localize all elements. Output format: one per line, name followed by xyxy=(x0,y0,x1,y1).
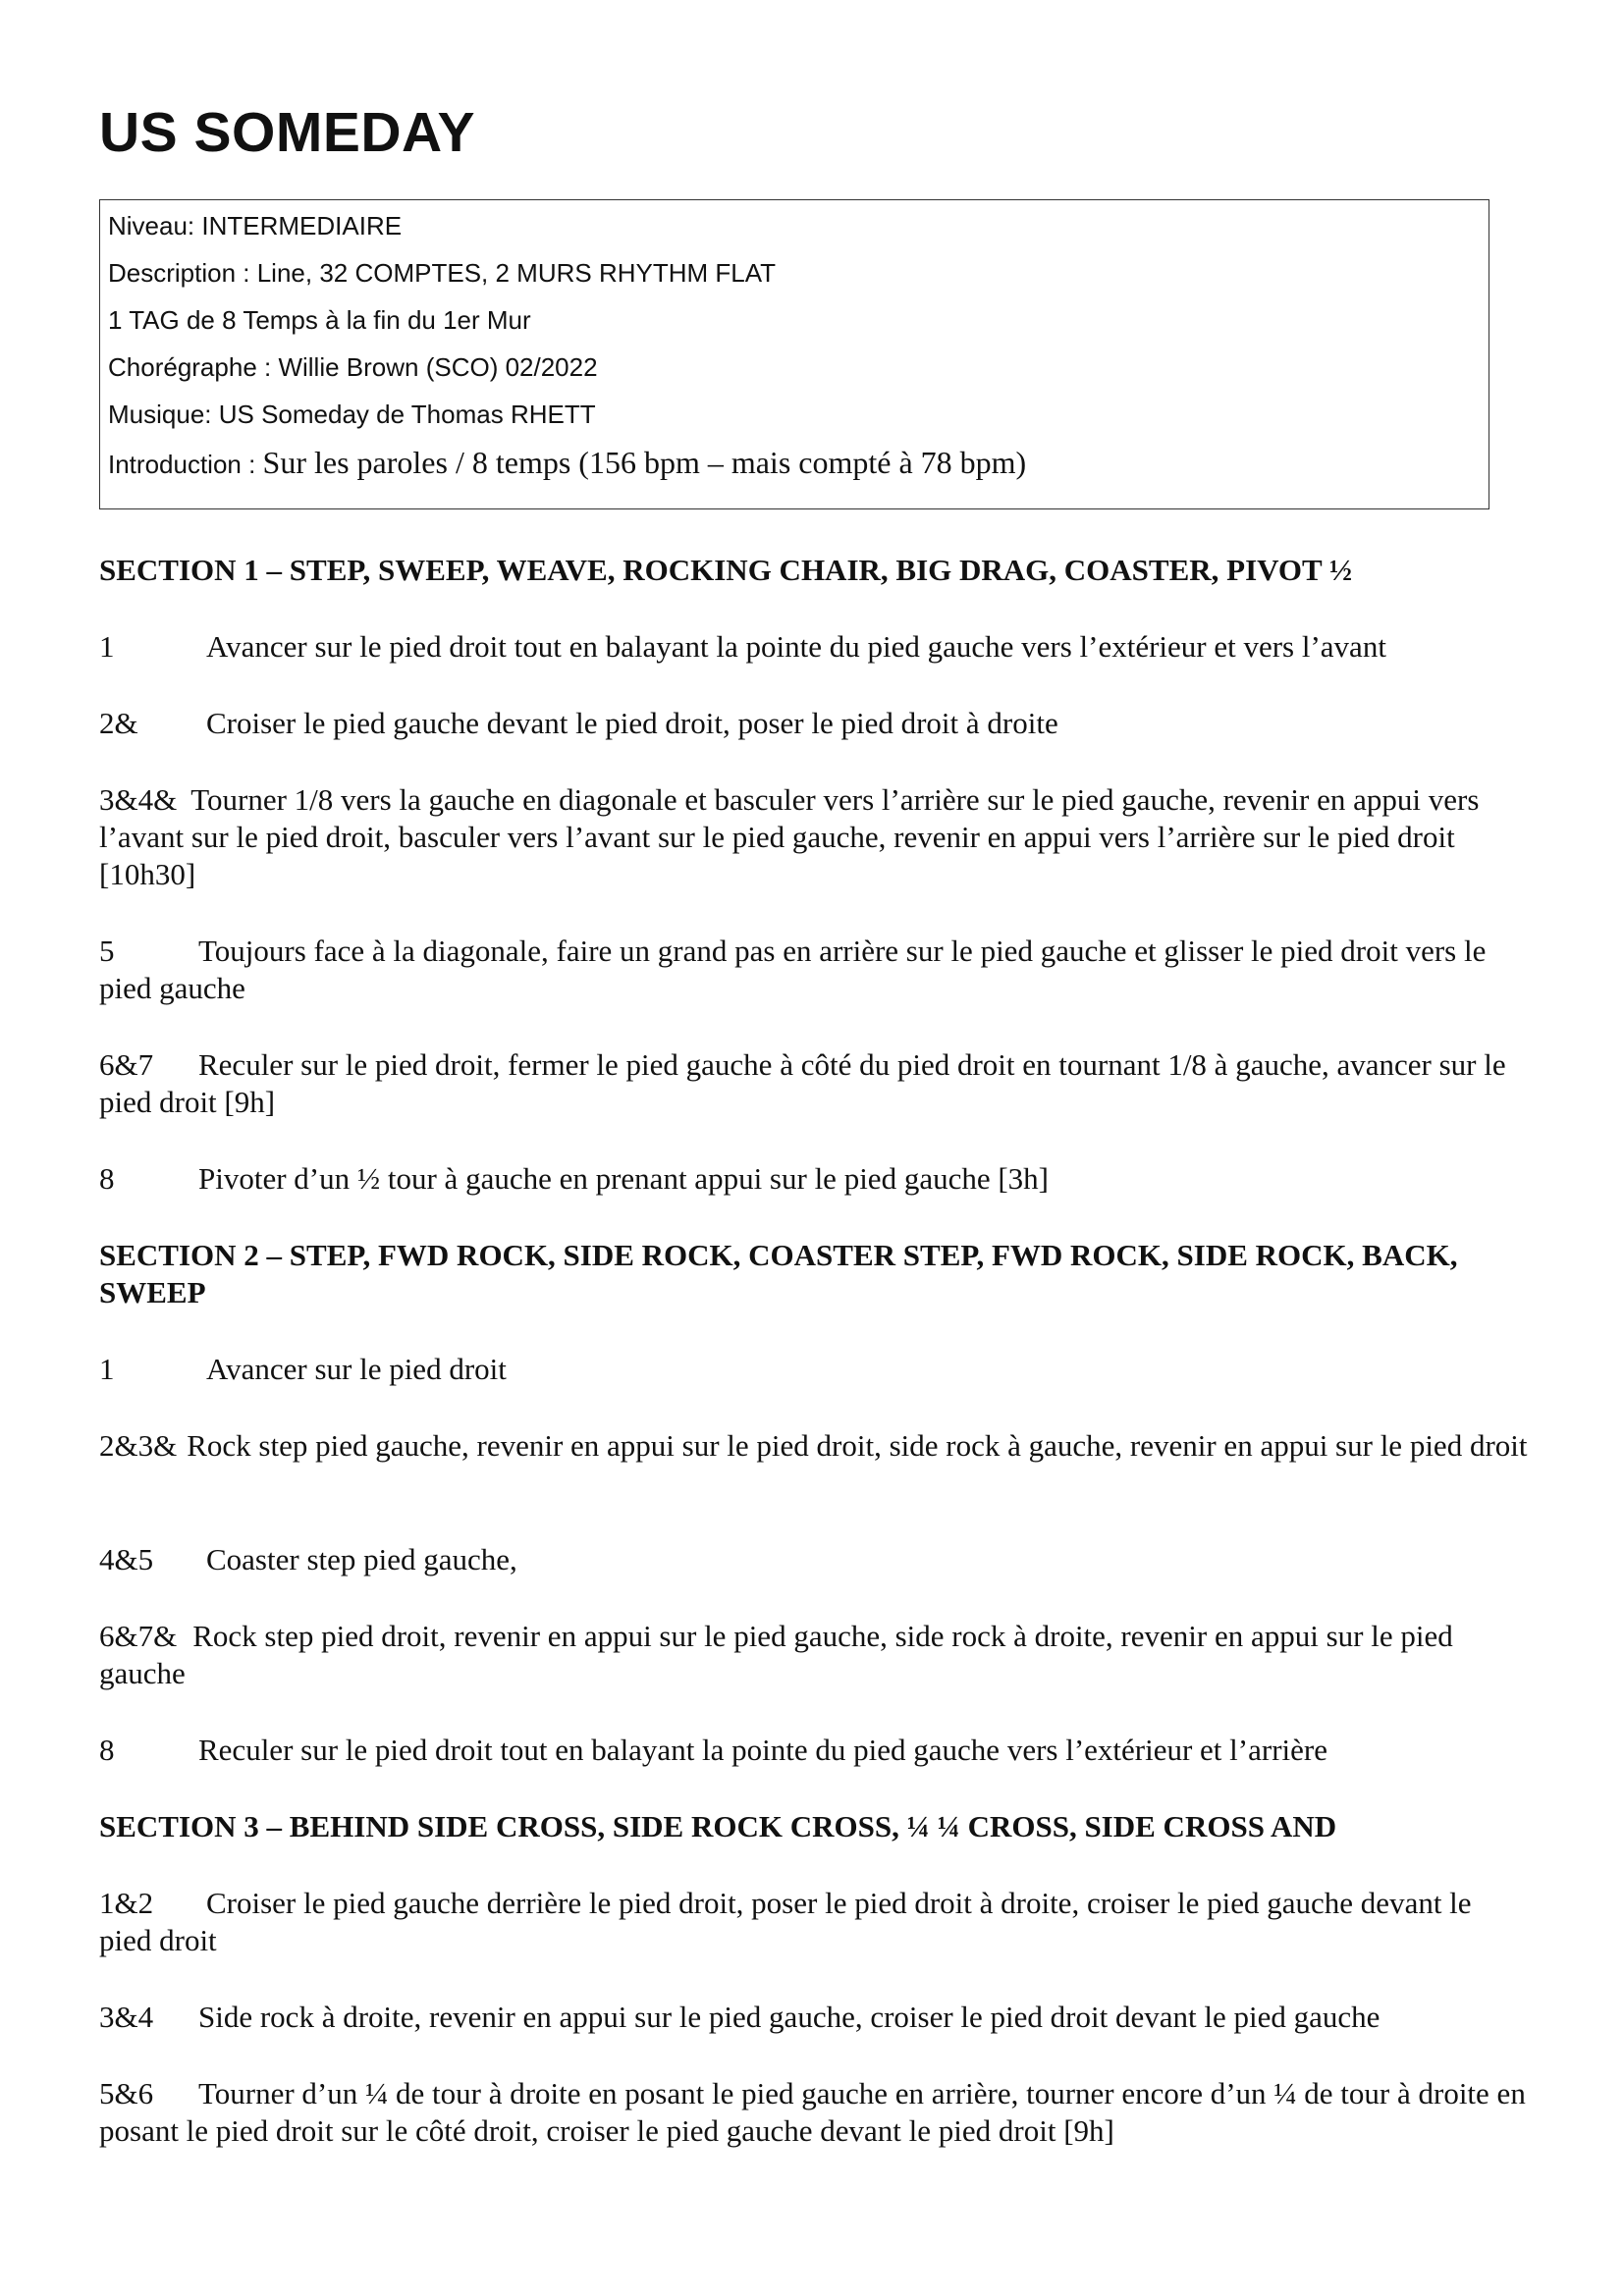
step-count: 3&4& xyxy=(99,782,178,817)
step-count: 1 xyxy=(99,629,115,664)
introduction-label: Introduction : xyxy=(108,450,263,479)
step-text: Avancer sur le pied droit tout en balayant la pointe du pied gauche vers l’extérieur et vers l’avant xyxy=(206,629,1386,664)
step-count: 8 xyxy=(99,1161,115,1196)
step-count: 1 xyxy=(99,1352,115,1386)
step-count: 6&7& xyxy=(99,1619,178,1653)
section-1-title: SECTION 1 – STEP, SWEEP, WEAVE, ROCKING CHAIR, BIG DRAG, COASTER, PIVOT ½ xyxy=(99,553,1353,587)
step-count: 2&3& xyxy=(99,1428,178,1463)
step-row xyxy=(99,1541,1552,1578)
step-count: 3&4 xyxy=(99,2000,154,2034)
description-line: Description : Line, 32 COMPTES, 2 MURS RHYTHM FLAT xyxy=(108,258,777,288)
music-line: Musique: US Someday de Thomas RHETT xyxy=(108,400,596,429)
step-count: 4&5 xyxy=(99,1542,154,1576)
introduction-text: Sur les paroles / 8 temps (156 bpm – mais compté à 78 bpm) xyxy=(262,445,1027,480)
step-row xyxy=(99,1732,1552,1769)
step-text: Tourner d’un ¼ de tour à droite en posant le pied gauche en arrière, tourner encore d’un ¼ de tour à droite en posant le pied droit sur le côté droit, croiser le pied gauche devant le pied droit [9h] xyxy=(99,2076,1526,2148)
step-count: 5&6 xyxy=(99,2076,154,2110)
introduction-line xyxy=(108,446,1026,481)
choreographer-line: Chorégraphe : Willie Brown (SCO) 02/2022 xyxy=(108,352,598,382)
step-text: Croiser le pied gauche devant le pied droit, poser le pied droit à droite xyxy=(206,706,1058,740)
step-text: Croiser le pied gauche derrière le pied droit, poser le pied droit à droite, croiser le pied gauche devant le pied droit xyxy=(99,1886,1472,1957)
step-text: Side rock à droite, revenir en appui sur le pied gauche, croiser le pied droit devant le pied gauche xyxy=(198,2000,1380,2034)
step-text: Coaster step pied gauche, xyxy=(206,1542,517,1576)
step-row xyxy=(99,1427,1533,1465)
step-count: 8 xyxy=(99,1733,115,1767)
section-2-title: SECTION 2 – STEP, FWD ROCK, SIDE ROCK, COASTER STEP, FWD ROCK, SIDE ROCK, BACK, SWEEP xyxy=(99,1238,1458,1309)
page-title: US SOMEDAY xyxy=(99,101,475,164)
step-row xyxy=(99,1618,1533,1692)
step-row xyxy=(99,1160,1552,1198)
step-row xyxy=(99,781,1543,893)
step-row xyxy=(99,1351,1552,1388)
step-count: 6&7 xyxy=(99,1047,154,1082)
step-row xyxy=(99,1046,1543,1121)
step-row xyxy=(99,933,1543,1007)
step-row xyxy=(99,628,1552,666)
step-text: Rock step pied gauche, revenir en appui sur le pied droit, side rock à gauche, revenir en appui sur le pied droit xyxy=(187,1428,1528,1463)
step-text: Pivoter d’un ½ tour à gauche en prenant appui sur le pied gauche [3h] xyxy=(198,1161,1049,1196)
step-text: Reculer sur le pied droit tout en balayant la pointe du pied gauche vers l’extérieur et l’arrière xyxy=(198,1733,1327,1767)
step-count: 2& xyxy=(99,706,138,740)
step-row xyxy=(99,705,1552,742)
step-text: Reculer sur le pied droit, fermer le pied gauche à côté du pied droit en tournant 1/8 à gauche, avancer sur le pied droit [9h] xyxy=(99,1047,1506,1119)
step-count: 5 xyxy=(99,934,115,968)
step-row xyxy=(99,1999,1552,2036)
step-text: Tourner 1/8 vers la gauche en diagonale et basculer vers l’arrière sur le pied gauche, revenir en appui vers l’avant sur le pied droit, basculer vers l’avant sur le pied gauche, revenir en appui vers l’arrière sur le pied droit [10h30] xyxy=(99,782,1480,891)
step-count: 1&2 xyxy=(99,1886,154,1920)
step-text: Avancer sur le pied droit xyxy=(206,1352,507,1386)
level-line: Niveau: INTERMEDIAIRE xyxy=(108,211,403,240)
tag-line: 1 TAG de 8 Temps à la fin du 1er Mur xyxy=(108,305,531,335)
step-row xyxy=(99,2075,1533,2150)
info-box xyxy=(99,199,1489,509)
step-text: Toujours face à la diagonale, faire un grand pas en arrière sur le pied gauche et glisser le pied droit vers le pied gauche xyxy=(99,934,1487,1005)
step-text: Rock step pied droit, revenir en appui sur le pied gauche, side rock à droite, revenir en appui sur le pied gauche xyxy=(99,1619,1453,1690)
section-3-title: SECTION 3 – BEHIND SIDE CROSS, SIDE ROCK CROSS, ¼ ¼ CROSS, SIDE CROSS AND xyxy=(99,1809,1337,1843)
step-row xyxy=(99,1885,1523,1959)
